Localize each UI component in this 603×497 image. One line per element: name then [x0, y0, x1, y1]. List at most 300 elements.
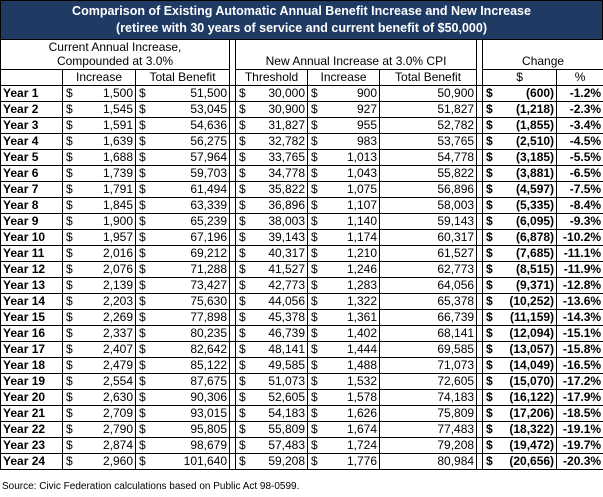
- threshold-cell: [236, 405, 308, 421]
- current-increase-cell-value: 2,630: [102, 389, 133, 404]
- currency-symbol: $: [139, 405, 146, 420]
- currency-symbol: $: [139, 357, 146, 372]
- change-pct-cell: -6.5%: [557, 165, 603, 181]
- currency-symbol: $: [311, 421, 318, 436]
- change-pct-cell: -9.3%: [557, 213, 603, 229]
- current-increase-cell: [63, 357, 136, 373]
- currency-symbol: $: [139, 165, 146, 180]
- currency-symbol: $: [486, 117, 493, 132]
- threshold-cell: [236, 293, 308, 309]
- change-pct-cell: -12.8%: [557, 277, 603, 293]
- current-increase-cell: [63, 405, 136, 421]
- change-pct-cell: -16.5%: [557, 357, 603, 373]
- new-increase-cell: [308, 245, 380, 261]
- current-increase-cell: [63, 133, 136, 149]
- new-increase-cell-value: 927: [357, 101, 378, 116]
- currency-symbol: $: [139, 389, 146, 404]
- change-dollar-cell-value: (8,515): [516, 261, 555, 276]
- current-total-cell: [136, 389, 230, 405]
- new-total-cell: 69,585: [380, 341, 477, 357]
- current-increase-cell-value: 2,709: [102, 405, 133, 420]
- new-total-cell: 71,073: [380, 357, 477, 373]
- new-increase-cell-value: 1,402: [347, 325, 378, 340]
- table-row: [1, 181, 603, 197]
- currency-symbol: $: [239, 133, 246, 148]
- currency-symbol: $: [66, 261, 73, 276]
- change-dollar-cell-value: (5,335): [516, 197, 555, 212]
- threshold-cell-value: 59,208: [268, 453, 306, 468]
- currency-symbol: $: [311, 341, 318, 356]
- change-dollar-cell-value: (14,049): [509, 357, 555, 372]
- table-row: [1, 149, 603, 165]
- new-total-cell: 55,822: [380, 165, 477, 181]
- table-row: [1, 117, 603, 133]
- new-increase-cell-value: 1,283: [347, 277, 378, 292]
- currency-symbol: $: [486, 373, 493, 388]
- currency-symbol: $: [66, 293, 73, 308]
- new-increase-cell-value: 1,444: [347, 341, 378, 356]
- currency-symbol: $: [66, 277, 73, 292]
- change-dollar-cell-value: (13,057): [509, 341, 555, 356]
- currency-symbol: $: [311, 261, 318, 276]
- table-row: [1, 357, 603, 373]
- currency-symbol: $: [139, 229, 146, 244]
- currency-symbol: $: [139, 245, 146, 260]
- current-total-cell-value: 51,500: [190, 85, 228, 100]
- change-dollar-cell-value: (6,878): [516, 229, 555, 244]
- new-increase-cell: [308, 101, 380, 117]
- current-increase-cell-value: 2,269: [102, 309, 133, 324]
- currency-symbol: $: [239, 309, 246, 324]
- threshold-cell: [236, 181, 308, 197]
- currency-symbol: $: [66, 85, 73, 100]
- new-total-cell: 74,183: [380, 389, 477, 405]
- currency-symbol: $: [66, 341, 73, 356]
- current-increase-cell: [63, 277, 136, 293]
- new-increase-cell-value: 900: [357, 85, 378, 100]
- title-line-2: (retiree with 30 years of service and current benefit of $50,000): [116, 21, 487, 35]
- currency-symbol: $: [66, 165, 73, 180]
- currency-symbol: $: [311, 85, 318, 100]
- threshold-cell: [236, 101, 308, 117]
- threshold-cell-value: 34,778: [268, 165, 306, 180]
- currency-symbol: $: [239, 197, 246, 212]
- change-dollar-cell-value: (3,881): [516, 165, 555, 180]
- current-total-cell: [136, 197, 230, 213]
- currency-symbol: $: [486, 261, 493, 276]
- new-increase-cell-value: 955: [357, 117, 378, 132]
- current-increase-cell-value: 2,554: [102, 373, 133, 388]
- change-pct-cell: -10.2%: [557, 229, 603, 245]
- currency-symbol: $: [486, 293, 493, 308]
- new-total-cell: 61,527: [380, 245, 477, 261]
- current-increase-cell-value: 1,639: [102, 133, 133, 148]
- new-increase-cell-value: 1,210: [347, 245, 378, 260]
- new-increase-cell: [308, 453, 380, 469]
- current-total-cell-value: 54,636: [190, 117, 228, 132]
- new-total-cell: 75,809: [380, 405, 477, 421]
- threshold-cell-value: 41,527: [268, 261, 306, 276]
- source-note: Source: Civic Federation calculations based on Public Act 98-0599.: [2, 481, 300, 492]
- currency-symbol: $: [486, 133, 493, 148]
- change-dollar-cell: [483, 405, 557, 421]
- new-total-cell: 80,984: [380, 453, 477, 469]
- threshold-cell: [236, 229, 308, 245]
- new-total-cell: 60,317: [380, 229, 477, 245]
- currency-symbol: $: [311, 133, 318, 148]
- change-pct-cell: -3.4%: [557, 117, 603, 133]
- change-pct-cell: -11.1%: [557, 245, 603, 261]
- threshold-cell-value: 48,141: [268, 341, 306, 356]
- threshold-cell: [236, 309, 308, 325]
- currency-symbol: $: [239, 181, 246, 196]
- new-total-cell: 64,056: [380, 277, 477, 293]
- current-increase-cell: [63, 181, 136, 197]
- current-total-cell-value: 98,679: [190, 437, 228, 452]
- currency-symbol: $: [239, 117, 246, 132]
- year-cell: Year 17: [1, 341, 63, 357]
- new-increase-cell: [308, 421, 380, 437]
- current-increase-cell-value: 1,739: [102, 165, 133, 180]
- change-dollar-cell-value: (16,122): [509, 389, 555, 404]
- change-pct-cell: -15.1%: [557, 325, 603, 341]
- current-increase-cell: [63, 309, 136, 325]
- change-pct-cell: -4.5%: [557, 133, 603, 149]
- currency-symbol: $: [486, 389, 493, 404]
- current-increase-cell-value: 2,139: [102, 277, 133, 292]
- currency-symbol: $: [486, 357, 493, 372]
- new-total-cell: 52,782: [380, 117, 477, 133]
- currency-symbol: $: [139, 309, 146, 324]
- year-cell: Year 13: [1, 277, 63, 293]
- new-increase-cell: [308, 229, 380, 245]
- current-increase-cell: [63, 341, 136, 357]
- current-total-cell-value: 61,494: [190, 181, 228, 196]
- change-dollar-cell: [483, 357, 557, 373]
- threshold-cell-value: 32,782: [268, 133, 306, 148]
- currency-symbol: $: [239, 293, 246, 308]
- col-threshold-header: Threshold: [236, 69, 308, 85]
- threshold-cell-value: 42,773: [268, 277, 306, 292]
- current-increase-cell: [63, 85, 136, 101]
- new-total-cell: 58,003: [380, 197, 477, 213]
- table-row: [1, 405, 603, 421]
- change-dollar-cell: [483, 245, 557, 261]
- change-pct-cell: -2.3%: [557, 101, 603, 117]
- currency-symbol: $: [139, 453, 146, 468]
- current-increase-cell: [63, 149, 136, 165]
- new-increase-cell: [308, 261, 380, 277]
- currency-symbol: $: [66, 181, 73, 196]
- currency-symbol: $: [239, 373, 246, 388]
- table-row: [1, 325, 603, 341]
- current-total-cell-value: 65,239: [190, 213, 228, 228]
- threshold-cell-value: 30,900: [268, 101, 306, 116]
- change-dollar-cell: [483, 229, 557, 245]
- currency-symbol: $: [66, 133, 73, 148]
- current-total-cell: [136, 261, 230, 277]
- current-increase-cell: [63, 117, 136, 133]
- current-increase-cell: [63, 437, 136, 453]
- currency-symbol: $: [486, 245, 493, 260]
- currency-symbol: $: [139, 421, 146, 436]
- currency-symbol: $: [239, 165, 246, 180]
- current-increase-cell: [63, 293, 136, 309]
- currency-symbol: $: [486, 229, 493, 244]
- change-dollar-cell: [483, 181, 557, 197]
- currency-symbol: $: [486, 181, 493, 196]
- currency-symbol: $: [239, 453, 246, 468]
- currency-symbol: $: [66, 405, 73, 420]
- current-increase-cell-value: 2,874: [102, 437, 133, 452]
- threshold-cell: [236, 373, 308, 389]
- table-row: [1, 133, 603, 149]
- new-increase-cell: [308, 213, 380, 229]
- change-pct-cell: -11.9%: [557, 261, 603, 277]
- currency-symbol: $: [311, 293, 318, 308]
- currency-symbol: $: [66, 229, 73, 244]
- current-total-cell-value: 67,196: [190, 229, 228, 244]
- currency-symbol: $: [311, 437, 318, 452]
- current-increase-cell-value: 1,500: [102, 85, 133, 100]
- threshold-cell-value: 52,605: [268, 389, 306, 404]
- year-cell: Year 19: [1, 373, 63, 389]
- new-increase-cell-value: 1,043: [347, 165, 378, 180]
- current-total-cell-value: 57,964: [190, 149, 228, 164]
- change-dollar-cell: [483, 453, 557, 469]
- currency-symbol: $: [311, 117, 318, 132]
- group-current-line-1: Current Annual Increase,: [48, 39, 182, 54]
- table-row: [1, 101, 603, 117]
- currency-symbol: $: [486, 421, 493, 436]
- new-increase-cell: [308, 165, 380, 181]
- currency-symbol: $: [311, 229, 318, 244]
- currency-symbol: $: [139, 149, 146, 164]
- threshold-cell: [236, 277, 308, 293]
- change-dollar-cell-value: (1,855): [516, 117, 555, 132]
- currency-symbol: $: [311, 101, 318, 116]
- table-row: [1, 165, 603, 181]
- benefit-comparison-table: [0, 39, 603, 470]
- current-increase-cell: [63, 389, 136, 405]
- currency-symbol: $: [139, 101, 146, 116]
- new-increase-cell-value: 1,246: [347, 261, 378, 276]
- current-increase-cell: [63, 421, 136, 437]
- current-increase-cell: [63, 453, 136, 469]
- currency-symbol: $: [139, 437, 146, 452]
- change-dollar-cell: [483, 133, 557, 149]
- year-cell: Year 22: [1, 421, 63, 437]
- table-row: [1, 245, 603, 261]
- new-increase-cell: [308, 341, 380, 357]
- new-increase-cell-value: 1,488: [347, 357, 378, 372]
- year-cell: Year 15: [1, 309, 63, 325]
- change-dollar-cell-value: (6,095): [516, 213, 555, 228]
- new-increase-cell: [308, 357, 380, 373]
- year-cell: Year 24: [1, 453, 63, 469]
- current-total-cell: [136, 421, 230, 437]
- current-total-cell: [136, 149, 230, 165]
- change-dollar-cell: [483, 101, 557, 117]
- change-dollar-cell-value: (4,597): [516, 181, 555, 196]
- change-dollar-cell: [483, 117, 557, 133]
- new-total-cell: 51,827: [380, 101, 477, 117]
- current-total-cell-value: 90,306: [190, 389, 228, 404]
- current-total-cell: [136, 213, 230, 229]
- change-dollar-cell: [483, 373, 557, 389]
- new-increase-cell: [308, 309, 380, 325]
- currency-symbol: $: [311, 213, 318, 228]
- threshold-cell: [236, 149, 308, 165]
- threshold-cell: [236, 437, 308, 453]
- threshold-cell-value: 46,739: [268, 325, 306, 340]
- current-increase-cell-value: 2,016: [102, 245, 133, 260]
- current-total-cell-value: 77,898: [190, 309, 228, 324]
- year-cell: Year 20: [1, 389, 63, 405]
- new-total-cell: 54,778: [380, 149, 477, 165]
- current-total-cell-value: 82,642: [190, 341, 228, 356]
- table-row: [1, 229, 603, 245]
- table-row: [1, 197, 603, 213]
- currency-symbol: $: [486, 85, 493, 100]
- current-total-cell: [136, 437, 230, 453]
- current-total-cell-value: 53,045: [190, 101, 228, 116]
- new-increase-cell-value: 1,322: [347, 293, 378, 308]
- title-line-1: Comparison of Existing Automatic Annual Benefit Increase and New Increase: [72, 4, 531, 18]
- new-total-cell: 66,739: [380, 309, 477, 325]
- threshold-cell: [236, 341, 308, 357]
- currency-symbol: $: [239, 325, 246, 340]
- current-total-cell: [136, 101, 230, 117]
- col-change-pct-header: %: [557, 69, 603, 85]
- table-row: [1, 293, 603, 309]
- currency-symbol: $: [239, 437, 246, 452]
- threshold-cell-value: 40,317: [268, 245, 306, 260]
- currency-symbol: $: [139, 85, 146, 100]
- change-dollar-cell: [483, 309, 557, 325]
- new-increase-cell-value: 1,626: [347, 405, 378, 420]
- threshold-cell-value: 30,000: [268, 85, 306, 100]
- year-cell: Year 18: [1, 357, 63, 373]
- new-total-cell: 56,896: [380, 181, 477, 197]
- new-increase-cell: [308, 437, 380, 453]
- group-current-line-2: Compounded at 3.0%: [56, 53, 174, 68]
- threshold-cell: [236, 357, 308, 373]
- new-increase-cell: [308, 133, 380, 149]
- threshold-cell: [236, 421, 308, 437]
- change-dollar-cell: [483, 341, 557, 357]
- col-total-benefit-header: Total Benefit: [136, 69, 230, 85]
- current-total-cell: [136, 245, 230, 261]
- year-cell: Year 23: [1, 437, 63, 453]
- new-increase-cell: [308, 181, 380, 197]
- threshold-cell-value: 51,073: [268, 373, 306, 388]
- change-pct-cell: -8.4%: [557, 197, 603, 213]
- current-total-cell-value: 59,703: [190, 165, 228, 180]
- change-pct-cell: -18.5%: [557, 405, 603, 421]
- currency-symbol: $: [311, 389, 318, 404]
- table-row: [1, 389, 603, 405]
- group-current-header: [1, 39, 230, 69]
- currency-symbol: $: [311, 181, 318, 196]
- currency-symbol: $: [139, 213, 146, 228]
- currency-symbol: $: [311, 453, 318, 468]
- current-total-cell-value: 85,122: [190, 357, 228, 372]
- current-increase-cell-value: 2,076: [102, 261, 133, 276]
- currency-symbol: $: [486, 213, 493, 228]
- new-increase-cell-value: 1,174: [347, 229, 378, 244]
- currency-symbol: $: [239, 277, 246, 292]
- table-row: [1, 213, 603, 229]
- new-increase-cell-value: 1,578: [347, 389, 378, 404]
- current-total-cell: [136, 309, 230, 325]
- change-dollar-cell-value: (9,371): [516, 277, 555, 292]
- year-cell: Year 9: [1, 213, 63, 229]
- currency-symbol: $: [66, 373, 73, 388]
- currency-symbol: $: [486, 101, 493, 116]
- current-increase-cell-value: 2,337: [102, 325, 133, 340]
- change-dollar-cell: [483, 165, 557, 181]
- new-total-cell: 53,765: [380, 133, 477, 149]
- current-total-cell-value: 56,275: [190, 133, 228, 148]
- new-increase-cell-value: 1,361: [347, 309, 378, 324]
- threshold-cell: [236, 165, 308, 181]
- currency-symbol: $: [239, 261, 246, 276]
- current-increase-cell-value: 1,591: [102, 117, 133, 132]
- table-row: [1, 309, 603, 325]
- change-dollar-cell-value: (18,322): [509, 421, 555, 436]
- current-total-cell-value: 75,630: [190, 293, 228, 308]
- currency-symbol: $: [139, 325, 146, 340]
- change-dollar-cell: [483, 437, 557, 453]
- new-increase-cell-value: 983: [357, 133, 378, 148]
- current-increase-cell: [63, 165, 136, 181]
- col-total-benefit2-header: Total Benefit: [380, 69, 477, 85]
- table-row: [1, 373, 603, 389]
- current-total-cell-value: 101,640: [183, 453, 228, 468]
- column-header-row: [1, 69, 603, 85]
- year-cell: Year 6: [1, 165, 63, 181]
- threshold-cell: [236, 245, 308, 261]
- new-increase-cell: [308, 85, 380, 101]
- year-cell: Year 3: [1, 117, 63, 133]
- table-row: [1, 453, 603, 469]
- currency-symbol: $: [311, 405, 318, 420]
- currency-symbol: $: [486, 325, 493, 340]
- currency-symbol: $: [139, 197, 146, 212]
- currency-symbol: $: [311, 325, 318, 340]
- currency-symbol: $: [486, 149, 493, 164]
- threshold-cell-value: 33,765: [268, 149, 306, 164]
- change-pct-cell: -1.2%: [557, 85, 603, 101]
- change-pct-cell: -13.6%: [557, 293, 603, 309]
- change-pct-cell: -5.5%: [557, 149, 603, 165]
- new-total-cell: 59,143: [380, 213, 477, 229]
- currency-symbol: $: [66, 213, 73, 228]
- currency-symbol: $: [139, 277, 146, 292]
- current-increase-cell: [63, 229, 136, 245]
- new-increase-cell: [308, 373, 380, 389]
- new-total-cell: 62,773: [380, 261, 477, 277]
- year-cell: Year 12: [1, 261, 63, 277]
- current-total-cell: [136, 229, 230, 245]
- change-dollar-cell: [483, 421, 557, 437]
- current-total-cell: [136, 133, 230, 149]
- current-total-cell-value: 71,288: [190, 261, 228, 276]
- currency-symbol: $: [239, 213, 246, 228]
- currency-symbol: $: [486, 165, 493, 180]
- change-dollar-cell: [483, 197, 557, 213]
